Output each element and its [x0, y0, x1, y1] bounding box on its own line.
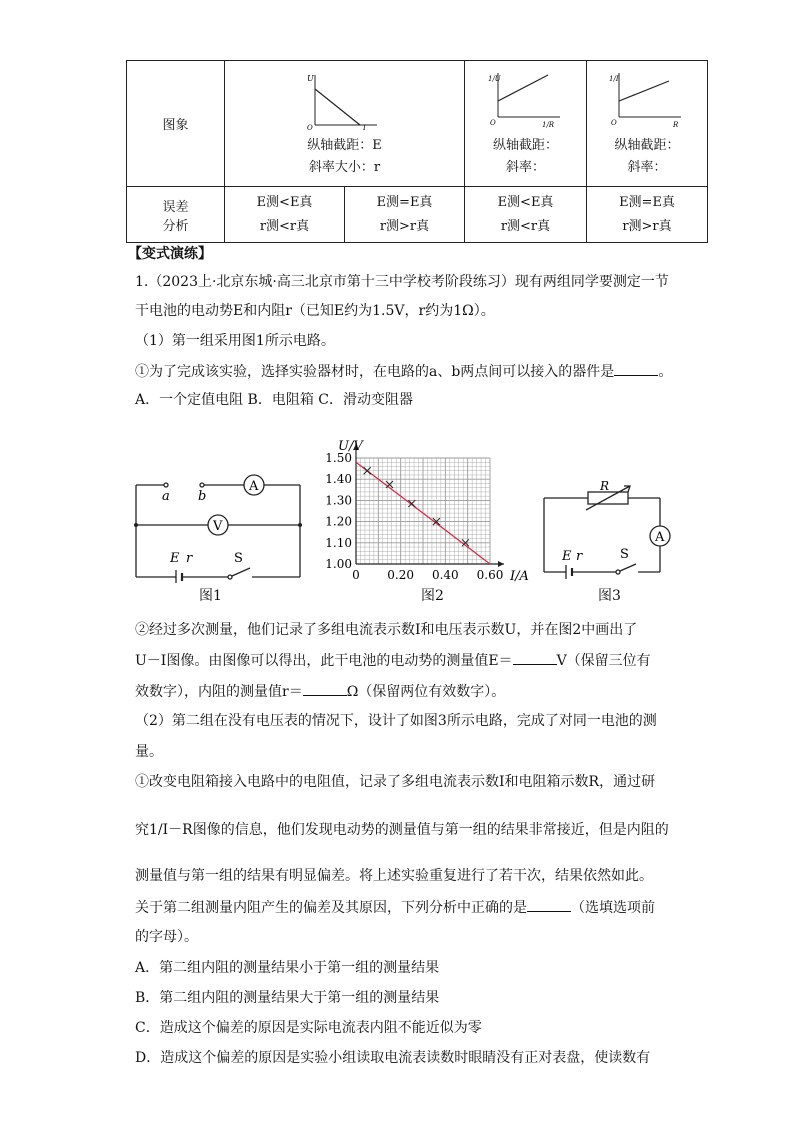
x-tick-label: 0.20 [387, 568, 415, 582]
svg-text:1/U: 1/U [487, 74, 501, 83]
x-tick-label: 0 [352, 568, 360, 582]
error-2-r: r测>r真 [379, 218, 430, 234]
error-3-r: r测<r真 [500, 218, 551, 234]
row-label-graph: 图象 [127, 61, 225, 187]
figure1-caption: 图1 [199, 588, 222, 604]
label-a: a [162, 489, 170, 504]
part2-line2: 量。 [135, 744, 163, 760]
x-tick-label: 0.60 [476, 568, 504, 582]
chart-axes [353, 444, 504, 567]
figure2-caption: 图2 [421, 588, 444, 604]
q1-2-line2-end: V（保留三位有 [556, 653, 651, 669]
fig3-ammeter-label: A [655, 530, 665, 545]
fig3-resistor-label: R [600, 480, 610, 493]
error-2-e: E测=E真 [376, 194, 433, 210]
x-axis-label: I/A [510, 569, 529, 584]
svg-text:1/R: 1/R [541, 120, 554, 129]
answer-blank-2[interactable] [513, 650, 557, 665]
inv-i-r-graph [607, 69, 687, 131]
inv-u-inv-r-graph [486, 69, 566, 131]
row-label-error [127, 187, 225, 243]
y-tick-label: 1.40 [325, 472, 352, 487]
svg-text:O: O [489, 118, 496, 127]
option-b[interactable]: B．第二组内阻的测量结果大于第一组的测量结果 [135, 990, 440, 1006]
fig3-r-label: r [576, 549, 583, 564]
q1-2-line3-end: Ω（保留两位有效数字）。 [346, 684, 506, 700]
y-tick-label: 1.30 [325, 493, 352, 508]
error-cell-4 [587, 187, 708, 243]
q2-1-line4 [135, 897, 655, 918]
y-axis-label: U/V [338, 439, 363, 454]
graph-cell-inv-i [587, 61, 708, 187]
x-tick-label: 0.40 [431, 568, 459, 582]
answer-blank-4[interactable] [527, 897, 571, 912]
q1-2-line3-text: 效数字），内阻的测量值r＝ [135, 684, 303, 700]
q2-1-line2: 究1/I－R图像的信息，他们发现电动势的测量值与第一组的结果非常接近，但是内阻的 [135, 822, 669, 838]
option-c[interactable]: C．造成这个偏差的原因是实际电流表内阻不能近似为零 [135, 1020, 482, 1036]
u-i-graph [305, 69, 385, 131]
figure3-caption: 图3 [598, 588, 621, 604]
q1-2-line3 [135, 681, 505, 702]
answer-blank-3[interactable] [303, 681, 347, 696]
q2-1-line5: 的字母）。 [135, 929, 198, 945]
error-cell-1 [225, 187, 345, 243]
label-b: b [198, 489, 207, 504]
y-tick-label: 1.10 [325, 535, 352, 550]
error-analysis-table [126, 60, 708, 243]
q1-line1: 1.（2023上·北京东城·高三北京市第十三中学校考阶段练习）现有两组同学要测定一节 [135, 274, 669, 290]
q1-2-line1: ②经过多次测量，他们记录了多组电流表示数I和电压表示数U，并在图2中画出了 [135, 622, 638, 638]
graph3-caption-1: 纵轴截距： [614, 137, 680, 153]
graph3-caption-2: 斜率： [627, 159, 667, 175]
q1-1-text: ①为了完成该实验，选择实验器材时，在电路的a、b两点间可以接入的器件是 [135, 364, 615, 380]
row-label-error-1: 误差 [162, 199, 189, 215]
error-4-e: E测=E真 [619, 194, 675, 210]
q1-1 [135, 361, 672, 382]
svg-text:R: R [673, 120, 679, 129]
figure3-circuit [538, 480, 678, 580]
figure1-circuit [128, 458, 308, 583]
svg-text:I: I [362, 123, 366, 131]
q2-1-line4-text: 关于第二组测量内阻产生的偏差及其原因，下列分析中正确的是 [135, 900, 527, 916]
section-title: 【变式演练】 [128, 246, 212, 262]
error-cell-2 [345, 187, 465, 243]
option-a[interactable]: A．第二组内阻的测量结果小于第一组的测量结果 [135, 960, 440, 976]
figure2-chart [318, 438, 538, 588]
y-tick-label: 1.20 [325, 514, 352, 529]
error-1-e: E测<E真 [256, 194, 313, 210]
ammeter-label: A [249, 479, 259, 494]
part2-line1: （2）第二组在没有电压表的情况下，设计了如图3所示电路，完成了对同一电池的测 [135, 713, 657, 729]
graph1-caption-2: 斜率大小：r [308, 159, 381, 175]
q1-2-line2 [135, 650, 651, 671]
svg-text:O: O [306, 123, 313, 131]
graph-cell-inv-u [465, 61, 587, 187]
y-tick-label: 1.50 [325, 451, 352, 465]
q2-1-line1: ①改变电阻箱接入电路中的电阻值，记录了多组电流表示数I和电阻箱示数R，通过研 [135, 774, 656, 790]
graph2-caption-2: 斜率： [505, 159, 545, 175]
q2-1-line4-end: （选填选项前 [571, 900, 655, 916]
q1-part1: （1）第一组采用图1所示电路。 [135, 333, 335, 349]
q2-1-line3: 测量值与第一组的结果有明显偏差。将上述实验重复进行了若干次，结果依然如此。 [135, 868, 653, 884]
q1-1-end: 。 [658, 364, 673, 380]
error-cell-3 [465, 187, 587, 243]
y-tick-label: 1.00 [325, 557, 352, 571]
q1-line2: 干电池的电动势E和内阻r（已知E约为1.5V，r约为1Ω）。 [135, 303, 495, 319]
svg-text:U: U [306, 73, 314, 83]
x-axis-arrow [498, 561, 504, 567]
options-1: A．一个定值电阻 B．电阻箱 C．滑动变阻器 [135, 392, 414, 408]
voltmeter-label: V [213, 519, 223, 534]
fig3-emf-label: E [562, 549, 572, 564]
row-label-error-2: 分析 [162, 218, 189, 234]
fig3-switch-label: S [620, 547, 629, 562]
error-4-r: r测>r真 [622, 218, 672, 234]
option-d[interactable]: D．造成这个偏差的原因是实验小组读取电流表读数时眼睛没有正对表盘，使读数有 [135, 1050, 651, 1066]
r-label: r [186, 551, 193, 566]
svg-text:1/I: 1/I [609, 74, 619, 83]
q1-2-line2-text: U－I图像。由图像可以得出，此干电池的电动势的测量值E＝ [135, 653, 513, 669]
graph1-caption-1: 纵轴截距：E [307, 137, 382, 153]
error-1-r: r测<r真 [259, 218, 310, 234]
answer-blank-1[interactable] [614, 361, 658, 376]
switch-label: S [234, 551, 243, 566]
graph-cell-u-i [225, 61, 465, 187]
svg-text:O: O [611, 118, 617, 127]
graph2-caption-1: 纵轴截距： [492, 137, 558, 153]
emf-label: E [170, 551, 180, 566]
error-3-e: E测<E真 [497, 194, 554, 210]
